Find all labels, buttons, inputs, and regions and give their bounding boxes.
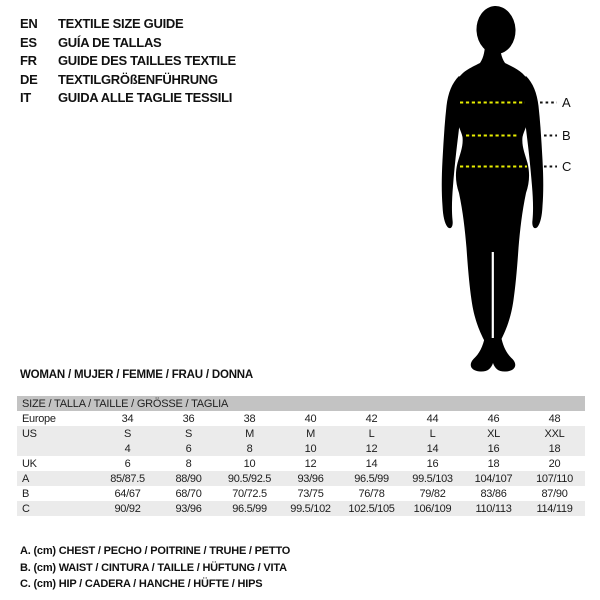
table-row-us-numeric xyxy=(17,441,585,456)
language-title: GUIDE DES TAILLES TEXTILE xyxy=(58,53,236,69)
table-header-row xyxy=(17,396,585,411)
cell: 4 xyxy=(97,441,158,456)
section-title: WOMAN / MUJER / FEMME / FRAU / DONNA xyxy=(20,369,254,381)
cell: 70/72.5 xyxy=(232,487,267,500)
cell: 36 xyxy=(182,412,195,425)
cell: 16 xyxy=(463,441,524,456)
language-row xyxy=(20,52,236,71)
cell: 79/82 xyxy=(419,487,446,500)
cell: 8 xyxy=(185,457,192,470)
measurement-legend xyxy=(20,543,290,593)
cell: XXL xyxy=(524,426,585,441)
cell: 88/90 xyxy=(158,471,219,486)
cell: 76/78 xyxy=(358,487,385,500)
table-row-hip xyxy=(17,501,585,516)
cell: 14 xyxy=(365,457,378,470)
language-row xyxy=(20,15,236,34)
row-label: A xyxy=(17,471,97,486)
cell: 64/67 xyxy=(114,487,141,500)
cell: 20 xyxy=(548,457,561,470)
legend-line-hip: C. (cm) HIP / CADERA / HANCHE / HÜFTE / HIPS xyxy=(20,578,263,590)
table-header: SIZE / TALLA / TAILLE / GRÖSSE / TAGLIA xyxy=(17,396,585,411)
cell: S xyxy=(158,426,219,441)
language-title: GUÍA DE TALLAS xyxy=(58,34,162,50)
cell: 16 xyxy=(426,457,439,470)
row-label: Europe xyxy=(22,412,56,425)
row-label: US xyxy=(17,426,97,441)
table-row-waist xyxy=(17,486,585,501)
cell: 46 xyxy=(487,412,500,425)
legend-line-waist: B. (cm) WAIST / CINTURA / TAILLE / HÜFTUNG / VITA xyxy=(20,561,287,574)
legend-line-chest: A. (cm) CHEST / PECHO / POITRINE / TRUHE / PETTO xyxy=(20,545,291,557)
cell: 6 xyxy=(158,441,219,456)
measure-label-b: B xyxy=(562,128,571,143)
language-code: FR xyxy=(20,53,37,69)
cell: 68/70 xyxy=(175,487,202,500)
table-row-chest xyxy=(17,471,585,486)
cell: 104/107 xyxy=(463,471,524,486)
row-label: UK xyxy=(22,457,37,470)
cell: 10 xyxy=(243,457,256,470)
cell: 114/119 xyxy=(524,501,585,516)
cell: 90.5/92.5 xyxy=(219,471,280,486)
cell: 83/86 xyxy=(480,487,507,500)
cell: L xyxy=(341,426,402,441)
cell: 107/110 xyxy=(524,471,585,486)
cell: 38 xyxy=(243,412,256,425)
language-code: DE xyxy=(20,71,38,87)
language-code: EN xyxy=(20,16,38,31)
language-code: ES xyxy=(20,34,37,50)
cell: S xyxy=(97,426,158,441)
language-row xyxy=(20,34,236,53)
language-code: IT xyxy=(20,90,31,106)
cell: 96.5/99 xyxy=(219,501,280,516)
cell: 34 xyxy=(121,412,134,425)
row-label xyxy=(17,441,97,456)
cell: 99.5/103 xyxy=(402,471,463,486)
cell: 90/92 xyxy=(97,501,158,516)
row-label: B xyxy=(22,487,30,500)
language-title: TEXTILGRÖßENFÜHRUNG xyxy=(58,71,218,87)
cell: 48 xyxy=(548,412,561,425)
cell: 8 xyxy=(219,441,280,456)
cell: M xyxy=(280,426,341,441)
cell: 40 xyxy=(304,412,317,425)
cell: 99.5/102 xyxy=(280,501,341,516)
size-table xyxy=(17,396,585,516)
woman-silhouette-figure xyxy=(400,0,600,380)
language-title: GUIDA ALLE TAGLIE TESSILI xyxy=(58,90,233,106)
cell: 102.5/105 xyxy=(341,501,402,516)
cell: M xyxy=(219,426,280,441)
cell: 93/96 xyxy=(280,471,341,486)
cell: 18 xyxy=(524,441,585,456)
language-row xyxy=(20,71,236,90)
cell: 10 xyxy=(280,441,341,456)
table-row-uk xyxy=(17,456,585,471)
cell: 85/87.5 xyxy=(97,471,158,486)
measure-label-a: A xyxy=(562,95,571,110)
cell: 73/75 xyxy=(297,487,324,500)
table-row-europe xyxy=(17,411,585,426)
language-row xyxy=(20,89,236,108)
cell: 96.5/99 xyxy=(341,471,402,486)
cell: 44 xyxy=(426,412,439,425)
cell: XL xyxy=(463,426,524,441)
cell: L xyxy=(402,426,463,441)
cell: 6 xyxy=(124,457,131,470)
cell: 106/109 xyxy=(402,501,463,516)
cell: 18 xyxy=(487,457,500,470)
table-row-us xyxy=(17,426,585,441)
cell: 87/90 xyxy=(541,487,568,500)
cell: 12 xyxy=(304,457,317,470)
cell: 110/113 xyxy=(463,501,524,516)
cell: 93/96 xyxy=(158,501,219,516)
measure-label-c: C xyxy=(562,159,572,174)
cell: 14 xyxy=(402,441,463,456)
row-label: C xyxy=(17,501,97,516)
woman-silhouette xyxy=(400,0,600,380)
cell: 12 xyxy=(341,441,402,456)
language-list xyxy=(20,15,236,108)
language-title: TEXTILE SIZE GUIDE xyxy=(58,16,184,31)
cell: 42 xyxy=(365,412,378,425)
